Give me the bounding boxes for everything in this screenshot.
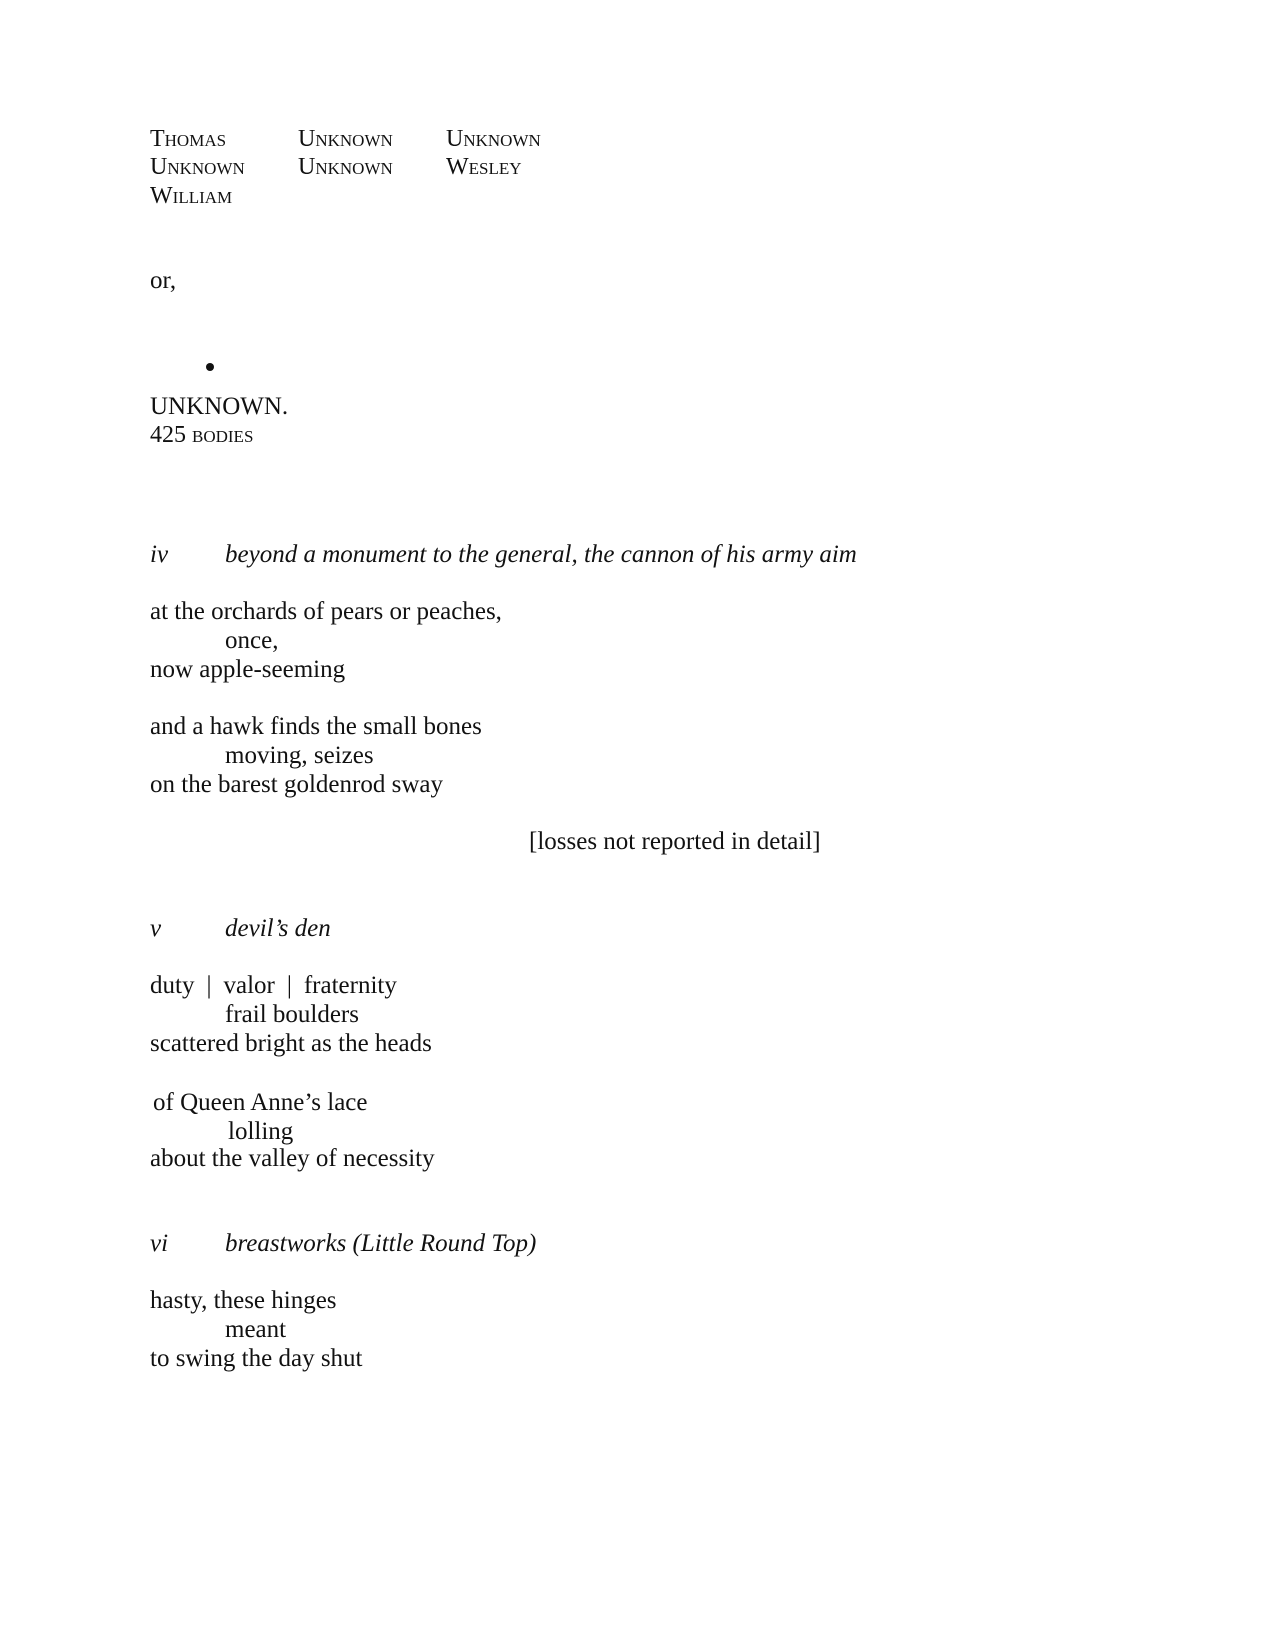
word-valor: valor [223,972,275,999]
poem-line: to swing the day shut [150,1345,363,1372]
unknown-heading: UNKNOWN. [150,393,289,420]
poem-line: once, [225,627,279,654]
poem-line: lolling [228,1118,294,1145]
word-fraternity: fraternity [303,972,397,999]
name-unknown: Unknown [298,126,393,152]
poem-line: now apple-seeming [150,656,346,683]
poem-line: scattered bright as the heads [150,1030,432,1057]
bullet-icon [206,363,214,371]
losses-note: [losses not reported in detail] [529,828,821,855]
poem-line: hasty, these hinges [150,1287,337,1314]
name-unknown: Unknown [150,154,245,180]
section-numeral-iv: iv [150,541,169,568]
section-numeral-vi: vi [150,1230,169,1257]
name-william: William [150,183,233,209]
section-title-v: devil’s den [225,915,331,942]
poem-line: frail boulders [225,1001,359,1028]
poem-line: about the valley of necessity [150,1145,435,1172]
poem-line: meant [225,1316,287,1343]
poem-line: on the barest goldenrod sway [150,771,443,798]
name-unknown: Unknown [446,126,541,152]
poem-line: moving, seizes [225,742,374,769]
poem-line: at the orchards of pears or peaches, [150,598,502,625]
bodies-count: 425 bodies [150,422,254,448]
separator: | [286,972,292,999]
or-text: or, [150,267,177,294]
separator: | [206,972,212,999]
word-duty: duty [150,972,195,999]
name-wesley: Wesley [446,154,522,180]
section-title-vi: breastworks (Little Round Top) [225,1230,537,1257]
section-numeral-v: v [150,915,162,942]
poem-line: and a hawk finds the small bones [150,713,482,740]
name-unknown: Unknown [298,154,393,180]
section-title-iv: beyond a monument to the general, the cannon of his army aim [225,541,857,568]
virtues-line [150,971,397,1001]
name-thomas: Thomas [150,126,227,152]
poem-line: of Queen Anne’s lace [153,1089,368,1116]
